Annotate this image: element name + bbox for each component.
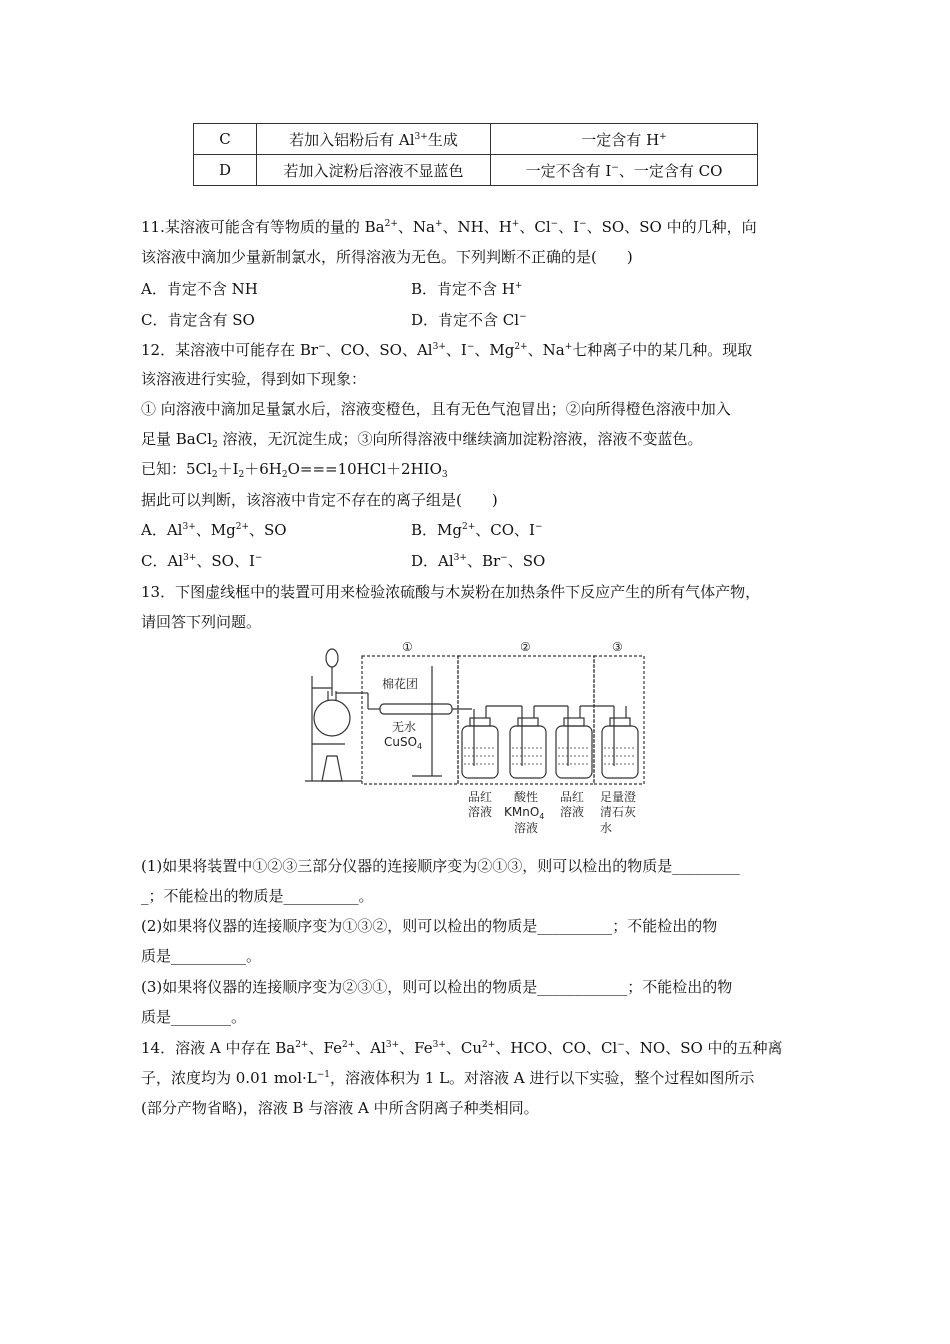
bottle-1-label: 品红 <box>468 790 493 804</box>
section-2-box <box>458 656 594 784</box>
q13-part1-line1: (1)如果将装置中①②③三部分仪器的连接顺序变为②①③，则可以检出的物质是_________ <box>141 857 740 875</box>
section-3-label: ③ <box>612 640 623 654</box>
separatory-funnel <box>326 649 338 667</box>
cotton-label: 棉花团 <box>382 677 419 691</box>
q13-stem-line2: 请回答下列问题。 <box>141 613 262 631</box>
row-conclusion: 一定含有 H+ <box>491 124 758 155</box>
q11-option-c: C．肯定含有 SO <box>141 311 255 329</box>
q12-stem-line6: 据此可以判断，该溶液中肯定不存在的离子组是( ) <box>141 491 498 509</box>
q13-part2-line1: (2)如果将仪器的连接顺序变为①③②，则可以检出的物质是__________；不能检出的物 <box>141 917 718 935</box>
q14-stem-line3: (部分产物省略)，溶液 B 与溶液 A 中所含阴离子种类相同。 <box>141 1099 539 1117</box>
row-condition: 若加入淀粉后溶液不显蓝色 <box>257 155 491 186</box>
q12-stem-line2: 该溶液进行实验，得到如下现象： <box>141 370 367 388</box>
row-condition: 若加入铝粉后有 $Al^{3+}$生成 <box>257 124 491 155</box>
q13-part2-line2: 质是__________。 <box>141 947 262 965</box>
q13-part3-line1: (3)如果将仪器的连接顺序变为②③①，则可以检出的物质是____________；不能检出的物 <box>141 978 733 996</box>
q12-stem-line4: 足量 BaCl$_2$ 溶液，无沉淀生成；③向所得溶液中继续滴加淀粉溶液，溶液不变蓝色。 <box>141 430 703 450</box>
q14-stem-line1: 14．溶液 A 中存在 $Ba^{2+}$、$Fe^{2+}$、$Al^{3+}$、$Fe^{3+}$、$Cu^{2+}$、HCO、CO、Cl−、NO、SO 中的五种离 <box>141 1039 783 1057</box>
gas-bottle <box>580 706 638 778</box>
section-2-label: ② <box>520 640 531 654</box>
bottle-1-label: 溶液 <box>468 805 493 819</box>
q11-option-b: B．肯定不含 H+ <box>411 280 523 298</box>
round-bottom-flask <box>314 700 350 736</box>
bottle-2-label: 溶液 <box>514 821 539 835</box>
q12-option-a: A．$Al^{3+}$、$Mg^{2+}$、SO <box>141 521 287 539</box>
q12-stem-line1: 12．某溶液中可能存在 Br−、CO、SO、$Al^{3+}$、I−、$Mg^{2+}$、Na+七种离子中的某几种。现取 <box>141 341 753 359</box>
apparatus-diagram <box>300 636 650 846</box>
q12-option-d: D．$Al^{3+}$、Br−、SO <box>411 552 546 570</box>
q13-part1-line2: _；不能检出的物质是__________。 <box>141 887 374 905</box>
gas-bottle <box>534 706 592 778</box>
q12-option-c: C．$Al^{3+}$、SO、I− <box>141 552 263 570</box>
row-label: D <box>194 155 257 186</box>
section-1-label: ① <box>402 640 413 654</box>
bottle-4-label: 水 <box>600 821 613 835</box>
q13-part3-line2: 质是________。 <box>141 1008 247 1026</box>
gas-bottle <box>462 706 498 778</box>
q12-known-equation: 已知：$5Cl_2+I_2+6H_2O===10HCl+2HIO_3$ <box>141 460 448 480</box>
bottle-3-label: 品红 <box>560 790 585 804</box>
q12-stem-line3: ① 向溶液中滴加足量氯水后，溶液变橙色，且有无色气泡冒出；②向所得橙色溶液中加入 <box>141 400 731 418</box>
row-label: C <box>194 124 257 155</box>
q12-option-b: B．$Mg^{2+}$、CO、I− <box>411 521 543 539</box>
table-row <box>194 124 758 155</box>
drying-tube <box>380 704 452 714</box>
q11-option-a: A．肯定不含 NH <box>141 280 258 298</box>
q13-stem-line1: 13．下图虚线框中的装置可用来检验浓硫酸与木炭粉在加热条件下反应产生的所有气体产物， <box>141 583 761 601</box>
anhydrous-label: 无水 <box>392 720 417 734</box>
bottle-2-label: KMnO$_4$ <box>504 805 545 821</box>
table-row <box>194 155 758 186</box>
q14-stem-line2: 子，浓度均为 0.01 $mol\cdot L^{-1}$，溶液体积为 1 L。对溶液 A 进行以下实验，整个过程如图所示 <box>141 1069 755 1087</box>
q11-option-d: D．肯定不含 Cl− <box>411 311 527 329</box>
ion-test-table <box>193 123 758 186</box>
bottle-3-label: 溶液 <box>560 805 585 819</box>
gas-bottle <box>486 706 546 778</box>
alcohol-burner <box>322 756 342 781</box>
bottle-2-label: 酸性 <box>514 790 539 804</box>
q11-stem-line1: 11.某溶液可能含有等物质的量的 $Ba^{2+}$、Na+、NH、H+、Cl−、I−、SO、SO 中的几种，向 <box>141 218 757 236</box>
row-conclusion: 一定不含有 I−、一定含有 CO <box>491 155 758 186</box>
q11-stem-line2: 该溶液中滴加少量新制氯水，所得溶液为无色。下列判断不正确的是( ) <box>141 248 633 266</box>
bottle-4-label: 清石灰 <box>600 805 637 819</box>
bottle-4-label: 足量澄 <box>600 790 637 804</box>
cuso4-label: CuSO$_4$ <box>384 735 423 751</box>
